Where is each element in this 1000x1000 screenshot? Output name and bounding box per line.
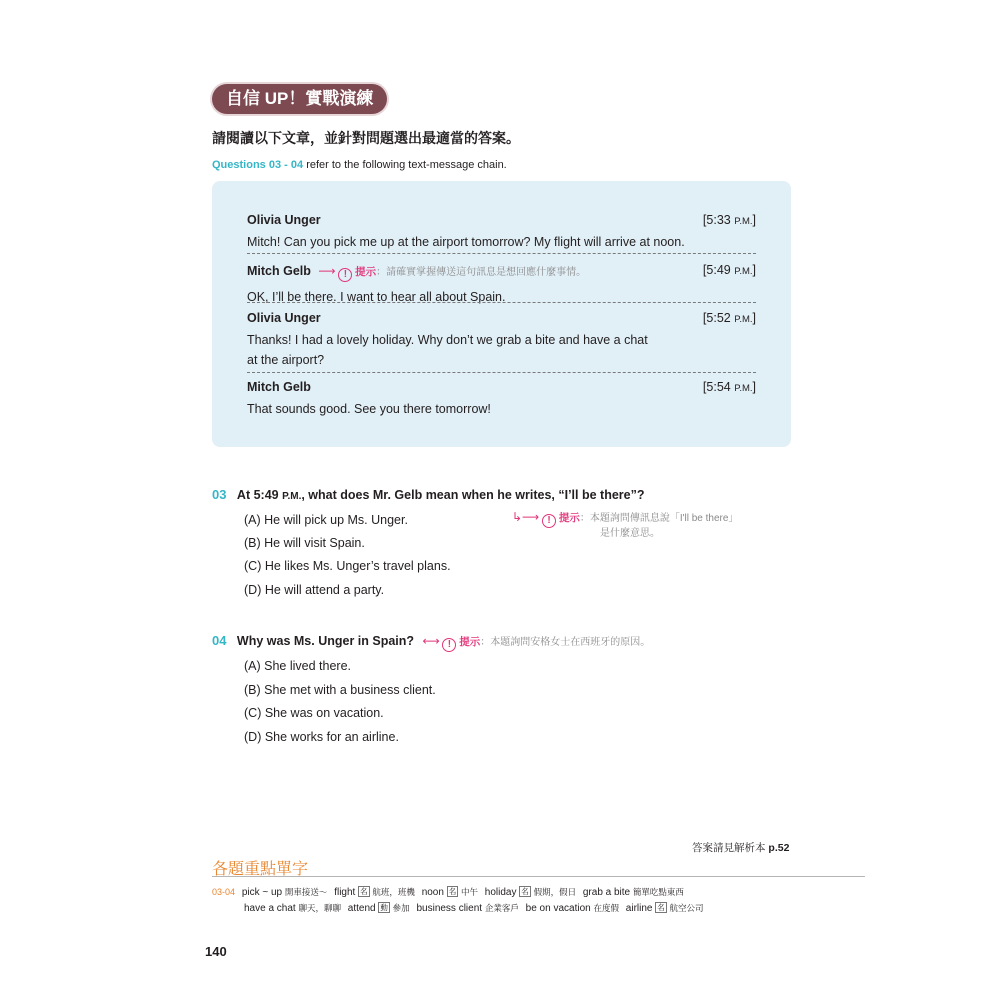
question-03 [212, 486, 645, 504]
hint-arrow-icon: ⟷ [422, 634, 440, 648]
chat-time-pm: P.M. [734, 314, 753, 325]
section-badge: 自信 UP！實戰演練 [212, 84, 387, 114]
vocab-tag: 名 [521, 887, 529, 896]
question-04 [212, 632, 650, 652]
option-d[interactable]: (D) He will attend a party. [244, 583, 385, 597]
option-c[interactable]: (C) She was on vacation. [244, 706, 384, 720]
hint-exclamation-icon: ! [542, 514, 556, 528]
question-text-pm: P.M. [282, 491, 302, 502]
vocab-word: be on vacation [525, 903, 591, 914]
vocab-gloss: 中午 [461, 887, 479, 897]
chat-time [703, 380, 756, 394]
vocab-word: airline [625, 903, 653, 914]
hint-label: 提示 [558, 512, 580, 524]
hint-arrow-icon: ↳⟶ [512, 510, 540, 524]
hint-arrow-icon: ⟶ [318, 264, 336, 278]
chat-time-end: ] [752, 380, 756, 394]
vocab-divider [212, 876, 865, 877]
vocab-gloss: 航班，班機 [372, 887, 415, 897]
chat-time [703, 213, 756, 227]
vocab-word: noon [421, 887, 444, 898]
chat-text: OK, I’ll be there. I want to hear all about Spain. [247, 290, 506, 304]
question-text: Why was Ms. Unger in Spain? [236, 634, 415, 648]
question-number: 03 [212, 487, 227, 502]
vocab-gloss: 假期，假日 [533, 887, 577, 897]
vocab-gloss: 簡單吃點東西 [632, 887, 684, 897]
chat-time-main: [5:33 [702, 213, 735, 227]
chat-hint [318, 264, 587, 280]
chat-text: at the airport? [247, 353, 325, 367]
hint-text: ：請確實掌握傳送這句訊息是想回應什麼事情。 [376, 267, 587, 278]
option-a[interactable]: (A) She lived there. [244, 659, 351, 673]
chat-time-main: [5:49 [702, 263, 735, 277]
chat-text: Thanks! I had a lovely holiday. Why don’t we grab a bite and have a chat [247, 333, 648, 347]
hint-label: 提示 [459, 636, 481, 648]
answer-ref-text: 答案請見解析本 [692, 842, 769, 854]
chat-time-end: ] [752, 311, 756, 325]
vocab-tag: 名 [448, 887, 457, 896]
chat-time-pm: P.M. [734, 216, 753, 227]
chat-message [247, 380, 756, 419]
vocab-gloss: 航空公司 [669, 903, 704, 913]
vocab-gloss: 企業客戶 [484, 903, 519, 913]
hint-exclamation-icon: ! [338, 268, 352, 282]
vocab-word: grab a bite [582, 887, 631, 898]
message-divider [247, 372, 756, 373]
chat-message [247, 263, 756, 307]
chat-time-pm: P.M. [734, 266, 753, 277]
message-divider [247, 302, 756, 303]
hint-text: ：本題詢問傳訊息說「I'll be there」 [579, 513, 739, 524]
chat-time-end: ] [752, 263, 756, 277]
option-d[interactable]: (D) She works for an airline. [244, 730, 399, 744]
chat-message [247, 311, 756, 370]
vocab-code: 03-04 [212, 887, 236, 897]
chat-sender: Mitch Gelb [247, 264, 311, 278]
vocab-word: holiday [484, 887, 517, 898]
chat-time [703, 311, 756, 325]
vocab-tag: 名 [657, 903, 665, 912]
question-03-hint-line2: 是什麼意思。 [600, 528, 660, 539]
message-divider [247, 253, 756, 254]
chat-time-pm: P.M. [734, 383, 753, 394]
question-text-b: , what does Mr. Gelb mean when he writes, “I’ll be there”? [301, 488, 645, 502]
vocab-gloss: 聊天，聊聊 [298, 903, 342, 913]
vocab-word: flight [334, 887, 356, 898]
vocab-tag: 名 [360, 887, 368, 896]
answer-ref-page: p.52 [768, 842, 790, 854]
vocab-line-2 [244, 902, 704, 914]
page-number: 140 [205, 944, 227, 959]
instruction-text: 請閱讀以下文章，並針對問題選出最適當的答案。 [212, 130, 520, 146]
questions-rest: refer to the following text-message chain. [303, 159, 507, 171]
chat-sender: Olivia Unger [247, 311, 321, 325]
vocab-line-1 [212, 886, 684, 898]
option-c[interactable]: (C) He likes Ms. Unger’s travel plans. [244, 559, 451, 573]
vocab-gloss: 在度假 [593, 903, 619, 913]
chat-time-main: [5:52 [702, 311, 735, 325]
vocab-word: pick ~ up [241, 887, 283, 898]
chat-time [703, 263, 756, 277]
questions-dash: - [281, 159, 291, 171]
questions-reference [212, 159, 507, 171]
text-message-chain [212, 181, 791, 447]
question-text-a: At 5:49 [236, 488, 283, 502]
vocab-tag: 動 [380, 903, 388, 912]
vocab-word: attend [347, 903, 376, 914]
questions-label: Questions [212, 159, 266, 171]
question-number: 04 [212, 633, 227, 648]
option-b[interactable]: (B) She met with a business client. [244, 683, 436, 697]
option-a[interactable]: (A) He will pick up Ms. Unger. [244, 513, 408, 527]
option-b[interactable]: (B) He will visit Spain. [244, 536, 365, 550]
answer-reference [692, 840, 789, 855]
vocab-word: business client [416, 903, 483, 914]
chat-time-end: ] [752, 213, 756, 227]
question-04-hint [422, 634, 651, 650]
vocab-gloss: 開車接送～ [284, 887, 328, 897]
question-text [237, 488, 645, 502]
questions-num-b: 04 [290, 159, 304, 171]
chat-message [247, 213, 756, 252]
questions-num-a: 03 [268, 159, 282, 171]
chat-sender: Mitch Gelb [247, 380, 311, 394]
hint-text: ：本題詢問安格女士在西班牙的原因。 [480, 637, 651, 648]
hint-exclamation-icon: ! [442, 638, 456, 652]
vocab-gloss: 參加 [392, 903, 410, 913]
vocab-word: have a chat [244, 903, 296, 914]
hint-label: 提示 [355, 266, 377, 278]
vocab-title: 各題重點單字 [212, 861, 309, 878]
chat-sender: Olivia Unger [247, 213, 321, 227]
chat-text: Mitch! Can you pick me up at the airport tomorrow? My flight will arrive at noon. [247, 235, 685, 249]
chat-text: That sounds good. See you there tomorrow! [247, 402, 491, 416]
chat-time-main: [5:54 [702, 380, 735, 394]
